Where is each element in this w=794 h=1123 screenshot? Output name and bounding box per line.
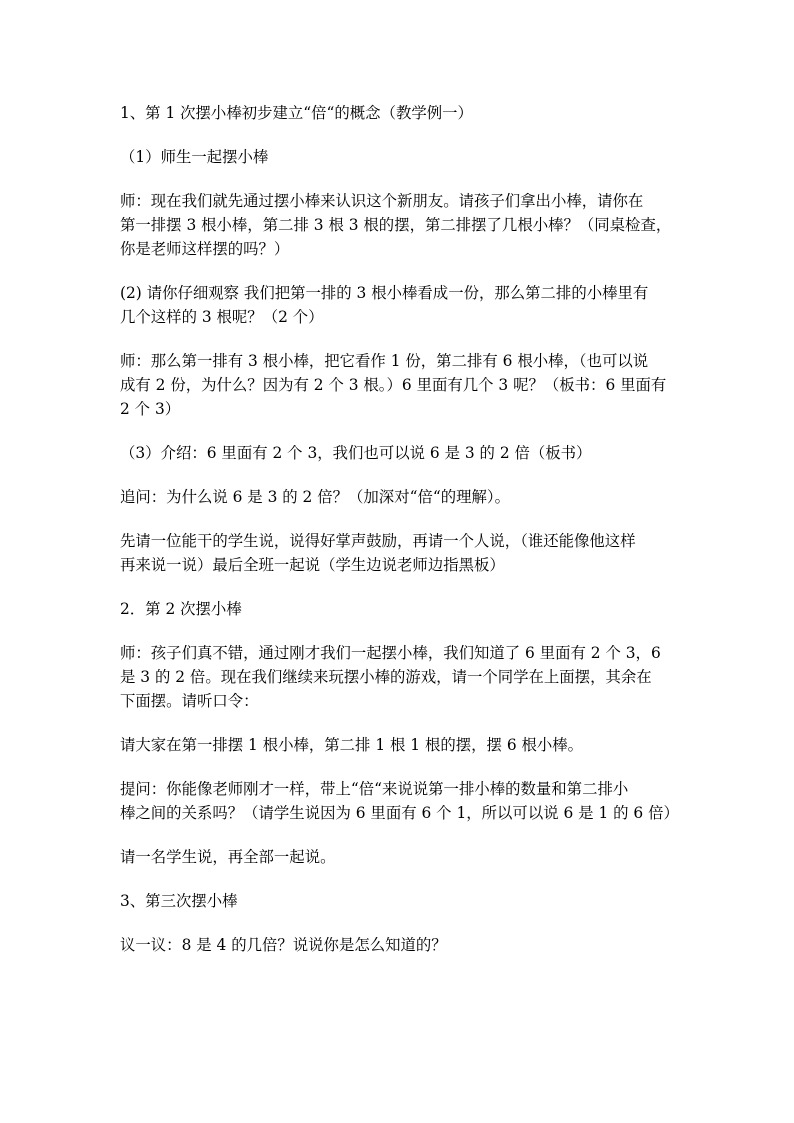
text-line: 师：孩子们真不错，通过刚才我们一起摆小棒，我们知道了 6 里面有 2 个 3，6 <box>120 644 661 662</box>
text-line: 你是老师这样摆的吗？） <box>120 240 290 258</box>
paragraph-observe <box>120 281 680 329</box>
text-line: 几个这样的 3 根呢？（2 个） <box>120 308 324 326</box>
paragraph-follow-up <box>120 485 680 509</box>
text-line: 再来说一说）最后全班一起说（学生边说老师边指黑板） <box>120 556 505 574</box>
heading-section-1 <box>120 101 680 125</box>
text-line: 请一名学生说，再全部一起说。 <box>120 848 336 866</box>
paragraph-teacher-praise <box>120 641 680 713</box>
text-line: 师：现在我们就先通过摆小棒来认识这个新朋友。请孩子们拿出小棒，请你在 <box>120 192 644 210</box>
text-line: 追问：为什么说 6 是 3 的 2 倍？（加深对“倍“的理解）。 <box>120 488 510 506</box>
text-line: 请大家在第一排摆 1 根小棒，第二排 1 根 1 根的摆，摆 6 根小棒。 <box>120 736 584 754</box>
text-line: 第一排摆 3 根小棒，第二排 3 根 3 根的摆，第二排摆了几根小棒？（同桌检查， <box>120 216 672 234</box>
text-line: 先请一位能干的学生说，说得好掌声鼓励，再请一个人说，（谁还能像他这样 <box>120 532 636 550</box>
paragraph-student-speak <box>120 529 680 577</box>
paragraph-instruction <box>120 733 680 757</box>
paragraph-teacher-intro <box>120 189 680 261</box>
heading-section-2 <box>120 597 680 621</box>
paragraph-question <box>120 777 680 825</box>
text-line: 下面摆。请听口令： <box>120 692 259 710</box>
document-body <box>120 101 680 977</box>
paragraph-discuss <box>120 933 680 957</box>
text-line: （3）介绍：6 里面有 2 个 3，我们也可以说 6 是 3 的 2 倍（板书） <box>120 444 592 462</box>
text-line: 1、第 1 次摆小棒初步建立“倍“的概念（教学例一） <box>120 104 473 122</box>
text-line: 棒之间的关系吗？（请学生说因为 6 里面有 6 个 1，所以可以说 6 是 1 的 6 倍） <box>120 804 679 822</box>
text-line: 师：那么第一排有 3 根小棒，把它看作 1 份，第二排有 6 根小棒，（也可以说 <box>120 352 649 370</box>
text-line: 是 3 的 2 倍。现在我们继续来玩摆小棒的游戏，请一个同学在上面摆，其余在 <box>120 668 652 686</box>
text-line: 提问：你能像老师刚才一样，带上“倍“来说说第一排小棒的数量和第二排小 <box>120 780 629 798</box>
paragraph-teacher-explain <box>120 349 680 421</box>
text-line: 2 个 3） <box>120 400 181 418</box>
text-line: 3、第三次摆小棒 <box>120 892 238 910</box>
paragraph-all-speak <box>120 845 680 869</box>
text-line: 2．第 2 次摆小棒 <box>120 600 242 618</box>
text-line: 成有 2 份，为什么？因为有 2 个 3 根。）6 里面有几个 3 呢？（板书：6 里面有 <box>120 376 667 394</box>
heading-section-3 <box>120 889 680 913</box>
text-line: (2) 请你仔细观察 我们把第一排的 3 根小棒看成一份，那么第二排的小棒里有 <box>120 284 649 302</box>
subheading-1 <box>120 145 680 169</box>
paragraph-introduce <box>120 441 680 465</box>
text-line: 议一议：8 是 4 的几倍？说说你是怎么知道的？ <box>120 936 447 954</box>
text-line: （1）师生一起摆小棒 <box>120 148 269 166</box>
